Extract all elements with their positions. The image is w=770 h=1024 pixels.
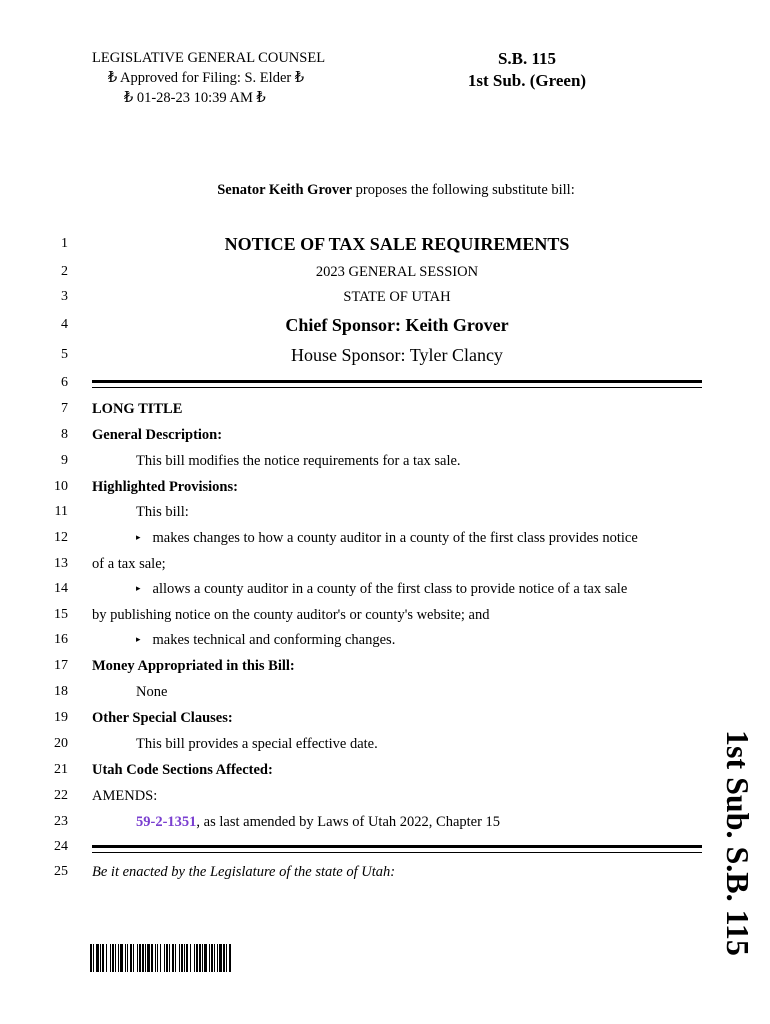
line-number: 24 — [54, 839, 68, 854]
approval-line: ₺ Approved for Filing: S. Elder ₺ — [108, 70, 305, 86]
substitute-side-label: 1st Sub. S.B. 115 — [720, 730, 756, 956]
line-number: 12 — [54, 530, 68, 545]
bullet-icon: ▸ — [136, 532, 141, 542]
line-number: 2 — [61, 264, 68, 279]
line-number: 4 — [61, 317, 68, 332]
line-number: 18 — [54, 684, 68, 699]
line-number: 25 — [54, 864, 68, 879]
provision-text: allows a county auditor in a county of the first class to provide notice of a tax sale — [152, 581, 628, 597]
provision-continuation: by publishing notice on the county auditor's or county's website; and — [92, 607, 490, 623]
enacting-clause: Be it enacted by the Legislature of the state of Utah: — [92, 864, 396, 880]
approval-timestamp: ₺ 01-28-23 10:39 AM ₺ — [124, 90, 266, 106]
state-label: STATE OF UTAH — [343, 289, 451, 305]
line-number: 6 — [61, 375, 68, 390]
proposal-text: proposes the following substitute bill: — [352, 182, 575, 198]
provisions-intro: This bill: — [136, 504, 189, 520]
line-number: 5 — [61, 347, 68, 362]
code-section-description: , as last amended by Laws of Utah 2022, Chapter 15 — [196, 814, 501, 830]
provision-bullet-item — [136, 632, 395, 649]
proposal-statement — [0, 182, 770, 199]
line-number: 22 — [54, 788, 68, 803]
amended-section-entry — [136, 814, 500, 831]
session-label: 2023 GENERAL SESSION — [315, 264, 479, 280]
line-number: 13 — [54, 556, 68, 571]
line-number: 1 — [61, 236, 68, 251]
provision-continuation: of a tax sale; — [92, 556, 166, 572]
line-number: 14 — [54, 581, 68, 596]
house-sponsor: House Sponsor: Tyler Clancy — [291, 345, 503, 365]
special-clauses-heading: Other Special Clauses: — [92, 710, 233, 726]
bill-identifier — [440, 48, 614, 92]
special-clauses-text: This bill provides a special effective date. — [136, 736, 378, 752]
substitute-label: 1st Sub. (Green) — [467, 71, 587, 90]
bullet-icon: ▸ — [136, 634, 141, 644]
barcode-image — [90, 944, 232, 972]
line-number: 21 — [54, 762, 68, 777]
line-number: 20 — [54, 736, 68, 751]
line-number: 7 — [61, 401, 68, 416]
provision-text: makes technical and conforming changes. — [152, 632, 396, 648]
line-number: 16 — [54, 632, 68, 647]
line-number: 17 — [54, 658, 68, 673]
line-number: 23 — [54, 814, 68, 829]
line-number: 8 — [61, 427, 68, 442]
money-appropriated-text: None — [136, 684, 168, 700]
counsel-line: LEGISLATIVE GENERAL COUNSEL — [92, 50, 326, 66]
bill-number: S.B. 115 — [497, 49, 557, 68]
chief-sponsor: Chief Sponsor: Keith Grover — [285, 315, 509, 335]
provision-bullet-item — [136, 581, 627, 598]
provision-text: makes changes to how a county auditor in a county of the first class provides notice — [152, 530, 638, 546]
description-text: This bill modifies the notice requirements for a tax sale. — [136, 453, 461, 469]
provision-bullet-item — [136, 530, 638, 547]
code-sections-heading: Utah Code Sections Affected: — [92, 762, 273, 778]
highlighted-provisions-heading: Highlighted Provisions: — [92, 479, 238, 495]
section-divider — [92, 380, 702, 388]
amends-label: AMENDS: — [92, 788, 158, 804]
line-number: 11 — [54, 504, 68, 519]
general-description-heading: General Description: — [92, 427, 223, 443]
line-number: 3 — [61, 289, 68, 304]
bill-title: NOTICE OF TAX SALE REQUIREMENTS — [224, 234, 570, 254]
code-section-link[interactable]: 59-2-1351 — [136, 814, 197, 830]
line-number: 19 — [54, 710, 68, 725]
section-divider — [92, 845, 702, 853]
line-number: 15 — [54, 607, 68, 622]
long-title-heading: LONG TITLE — [92, 401, 183, 417]
line-number: 10 — [54, 479, 68, 494]
money-appropriated-heading: Money Appropriated in this Bill: — [92, 658, 295, 674]
barcode-stripe — [231, 944, 232, 972]
bullet-icon: ▸ — [136, 583, 141, 593]
proposing-senator: Senator Keith Grover — [217, 182, 353, 198]
counsel-approval-block — [92, 48, 325, 108]
line-number: 9 — [61, 453, 68, 468]
